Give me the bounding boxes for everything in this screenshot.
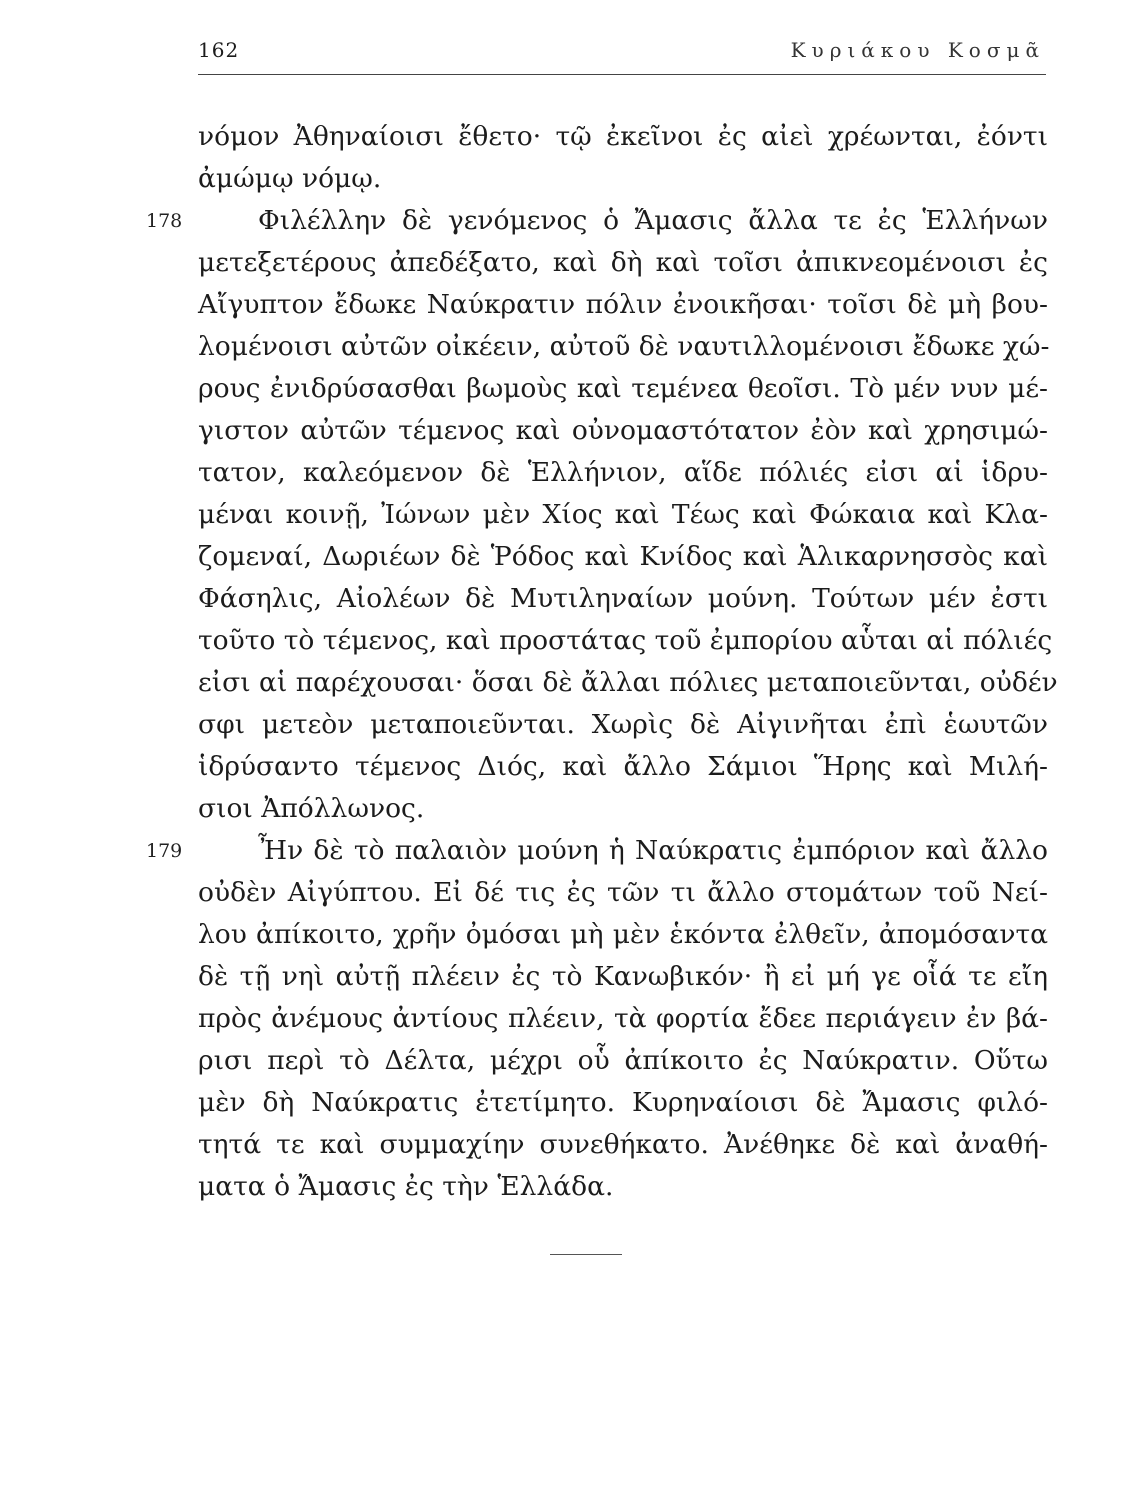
text-line: [146, 200, 1048, 242]
text-line: εἰσι αἱ παρέχουσαι· ὅσαι δὲ ἄλλαι πόλιες μεταποιεῦνται, οὐδέν: [198, 667, 1058, 698]
text-line: ζομεναί, Δωριέων δὲ Ῥόδος καὶ Κνίδος καὶ Ἁλικαρνησσὸς καὶ: [198, 541, 1048, 572]
text-line: δὲ τῇ νηὶ αὐτῇ πλέειν ἐς τὸ Κανωβικόν· ἢ εἰ μή γε οἷά τε εἴη: [198, 961, 1048, 992]
text-line: μετεξετέρους ἀπεδέξατο, καὶ δὴ καὶ τοῖσι ἀπικνεομένοισι ἐς: [198, 247, 1048, 278]
text-line: Αἴγυπτον ἔδωκε Ναύκρατιν πόλιν ἐνοικῆσαι· τοῖσι δὲ μὴ βου-: [198, 289, 1048, 320]
body-text: [146, 116, 1058, 1208]
text-line: σφι μετεὸν μεταποιεῦνται. Χωρὶς δὲ Αἰγινῆται ἐπὶ ἑωυτῶν: [198, 709, 1048, 740]
text-line: σιοι Ἀπόλλωνος.: [198, 793, 425, 824]
text-line: ματα ὁ Ἄμασις ἐς τὴν Ἑλλάδα.: [198, 1171, 614, 1202]
text-line: ἱδρύσαντο τέμενος Διός, καὶ ἄλλο Σάμιοι Ἥρης καὶ Μιλή-: [198, 751, 1048, 782]
text-line: λομένοισι αὐτῶν οἰκέειν, αὐτοῦ δὲ ναυτιλλομένοισι ἔδωκε χώ-: [198, 331, 1050, 362]
running-title: Κυριάκου Κοσμᾶ: [790, 38, 1045, 62]
section-number: 179: [146, 840, 183, 862]
text-line: οὐδὲν Αἰγύπτου. Εἰ δέ τις ἐς τῶν τι ἄλλο στομάτων τοῦ Νεί-: [198, 877, 1048, 908]
section-number: 178: [146, 210, 183, 232]
header-rule: [198, 74, 1046, 75]
text-line: τατον, καλεόμενον δὲ Ἑλλήνιον, αἵδε πόλιές εἰσι αἱ ἱδρυ-: [198, 457, 1048, 488]
text-line: μέναι κοινῇ, Ἰώνων μὲν Χίος καὶ Τέως καὶ Φώκαια καὶ Κλα-: [198, 499, 1048, 530]
page-number: 162: [198, 38, 240, 62]
text-line: τοῦτο τὸ τέμενος, καὶ προστάτας τοῦ ἐμπορίου αὗται αἱ πόλιές: [198, 625, 1053, 656]
text-line: τητά τε καὶ συμμαχίην συνεθήκατο. Ἀνέθηκε δὲ καὶ ἀναθή-: [198, 1129, 1048, 1160]
text-line: ρισι περὶ τὸ Δέλτα, μέχρι οὗ ἀπίκοιτο ἐς Ναύκρατιν. Οὕτω: [198, 1045, 1048, 1076]
text-line: λου ἀπίκοιτο, χρῆν ὀμόσαι μὴ μὲν ἑκόντα ἐλθεῖν, ἀπομόσαντα: [198, 919, 1048, 950]
text-line-content: Φιλέλλην δὲ γενόμενος ὁ Ἄμασις ἄλλα τε ἐς Ἑλλήνων: [258, 205, 1048, 236]
text-line-content: Ἦν δὲ τὸ παλαιὸν μούνη ἡ Ναύκρατις ἐμπόριον καὶ ἄλλο: [258, 835, 1048, 866]
end-rule: [550, 1254, 622, 1255]
text-line: γιστον αὐτῶν τέμενος καὶ οὐνομαστότατον ἐὸν καὶ χρησιμώ-: [198, 415, 1048, 446]
text-line: ἀμώμῳ νόμῳ.: [198, 163, 382, 194]
text-line: νόμον Ἀθηναίοισι ἔθετο· τῷ ἐκεῖνοι ἐς αἰεὶ χρέωνται, ἐόντι: [198, 121, 1048, 152]
text-line: μὲν δὴ Ναύκρατις ἐτετίμητο. Κυρηναίοισι δὲ Ἄμασις φιλό-: [198, 1087, 1048, 1118]
text-line: [146, 830, 1048, 872]
text-line: ρους ἐνιδρύσασθαι βωμοὺς καὶ τεμένεα θεοῖσι. Τὸ μέν νυν μέ-: [198, 373, 1048, 404]
text-line: πρὸς ἀνέμους ἀντίους πλέειν, τὰ φορτία ἔδεε περιάγειν ἐν βά-: [198, 1003, 1048, 1034]
text-line: Φάσηλις, Αἰολέων δὲ Μυτιληναίων μούνη. Τούτων μέν ἐστι: [198, 583, 1048, 614]
